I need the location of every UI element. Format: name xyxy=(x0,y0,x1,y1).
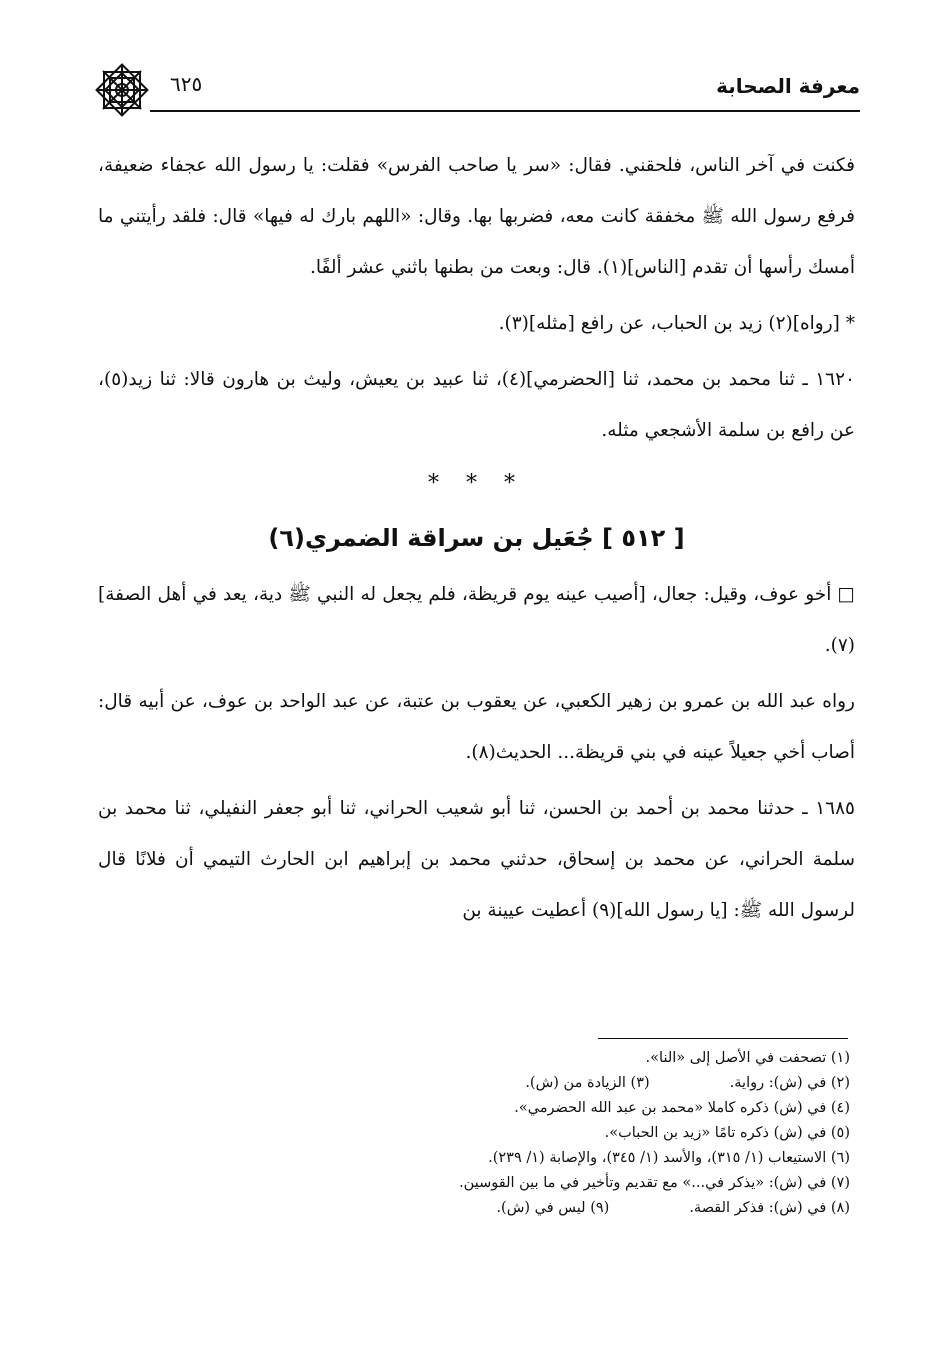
footnote-9: (٩) ليس في (ش). xyxy=(496,1200,610,1216)
paragraph-4: □ أخو عوف، وقيل: جعال، [أصيب عينه يوم قريظة، فلم يجعل له النبي ﷺ دية، يعد في أهل الصفة](٧). xyxy=(98,584,855,656)
footnote-row xyxy=(120,1071,850,1096)
footnotes xyxy=(120,1046,850,1221)
eight-point-star-ornament-icon xyxy=(90,58,154,122)
paragraph-1: فكنت في آخر الناس، فلحقني. فقال: «سر يا صاحب الفرس» فقلت: يا رسول الله عجفاء ضعيفة، فرفع رسول الله ﷺ مخفقة كانت معه، فضربها بها. وقال: «اللهم بارك له فيها» قال: فلقد رأيتني ما أمسك رأسها أن تقدم [الناس](١). قال: وبعت من بطنها باثني عشر ألفًا. xyxy=(98,155,855,278)
footnote-4: (٤) في (ش) ذكره كاملا «محمد بن عبد الله الحضرمي». xyxy=(514,1100,850,1116)
footnote-row xyxy=(120,1196,850,1221)
footnote-7: (٧) في (ش): «يذكر في...» مع تقديم وتأخير في ما بين القوسين. xyxy=(459,1175,850,1191)
paragraph-3: ١٦٢٠ ـ ثنا محمد بن محمد، ثنا [الحضرمي](٤)، ثنا عبيد بن يعيش، وليث بن هارون قالا: ثنا زيد(٥)، عن رافع بن سلمة الأشجعي مثله. xyxy=(98,369,855,441)
footnote-rule xyxy=(598,1038,848,1039)
section-divider-stars: * * * xyxy=(428,471,525,496)
footnote-8: (٨) في (ش): فذكر القصة. xyxy=(689,1200,850,1216)
main-text xyxy=(98,140,855,936)
page-header xyxy=(90,70,860,110)
footnote-2: (٢) في (ش): رواية. xyxy=(729,1075,850,1091)
footnote-6: (٦) الاستيعاب (١/ ٣١٥)، والأسد (١/ ٣٤٥)، والإصابة (١/ ٢٣٩). xyxy=(488,1150,850,1166)
running-title: معرفة الصحابة xyxy=(716,74,860,98)
paragraph-2: * [رواه](٢) زيد بن الحباب، عن رافع [مثله](٣). xyxy=(498,313,855,334)
footnote-1: (١) تصحفت في الأصل إلى «النا». xyxy=(645,1050,850,1066)
header-rule xyxy=(150,110,860,112)
section-title: [ ٥١٢ ] جُعَيل بن سراقة الضمري(٦) xyxy=(268,524,685,552)
paragraph-5: رواه عبد الله بن عمرو بن زهير الكعبي، عن يعقوب بن عتبة، عن عبد الواحد بن عوف، عن أبيه قال: أصاب أخي جعيلاً عينه في بني قريظة... الحديث(٨). xyxy=(98,691,855,763)
paragraph-6: ١٦٨٥ ـ حدثنا محمد بن أحمد بن الحسن، ثنا أبو شعيب الحراني، ثنا أبو جعفر النفيلي، ثنا محمد بن سلمة الحراني، عن محمد بن إسحاق، حدثني محمد بن إبراهيم ابن الحارث التيمي أن فلانًا قال لرسول الله ﷺ: [يا رسول الله](٩) أعطيت عيينة بن xyxy=(98,798,855,921)
footnote-5: (٥) في (ش) ذكره تامًا «زيد بن الحباب». xyxy=(604,1125,850,1141)
page-number: ٦٢٥ xyxy=(170,72,203,96)
footnote-3: (٣) الزيادة من (ش). xyxy=(525,1075,650,1091)
